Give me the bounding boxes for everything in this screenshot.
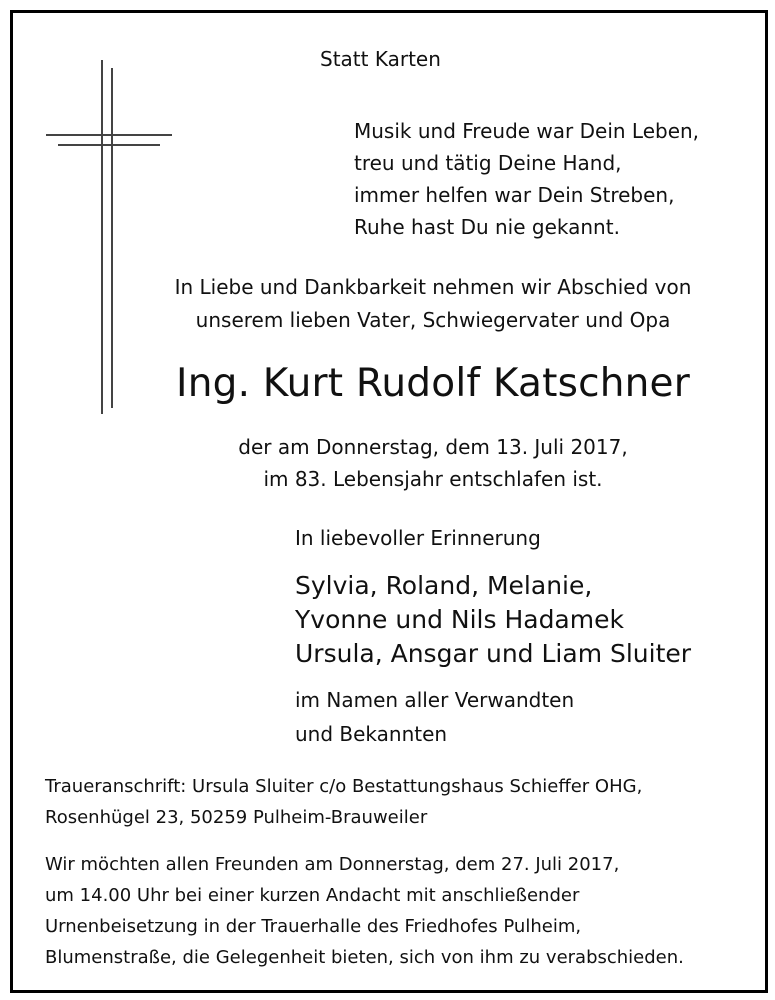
family-names: Sylvia, Roland, Melanie, Yvonne und Nils Hadamek Ursula, Ansgar und Liam Sluiter — [295, 571, 692, 668]
heading-statt-karten: Statt Karten — [320, 47, 441, 71]
intro-text: In Liebe und Dankbarkeit nehmen wir Abschied von unserem lieben Vater, Schwiegervater und Opa — [174, 275, 692, 332]
ceremony-note: Wir möchten allen Freunden am Donnerstag, dem 27. Juli 2017, um 14.00 Uhr bei einer kurzen Andacht mit anschließender Urnenbeisetzung in der Trauerhalle des Friedhofes Pulheim, Blumenstraße, die Gelegenheit bieten, sich von ihm zu verabschieden. — [45, 854, 684, 968]
obituary-notice — [10, 10, 768, 993]
mourning-address: Traueranschrift: Ursula Sluiter c/o Bestattungshaus Schieffer OHG, Rosenhügel 23, 50259 Pulheim-Brauweiler — [45, 776, 643, 828]
remembrance-line: In liebevoller Erinnerung — [295, 526, 541, 550]
poem-text: Musik und Freude war Dein Leben, treu und tätig Deine Hand, immer helfen war Dein Streben, Ruhe hast Du nie gekannt. — [354, 119, 700, 239]
death-info: der am Donnerstag, dem 13. Juli 2017, im 83. Lebensjahr entschlafen ist. — [238, 435, 628, 491]
relatives-line: im Namen aller Verwandten und Bekannten — [295, 688, 575, 746]
deceased-name: Ing. Kurt Rudolf Katschner — [176, 361, 690, 406]
